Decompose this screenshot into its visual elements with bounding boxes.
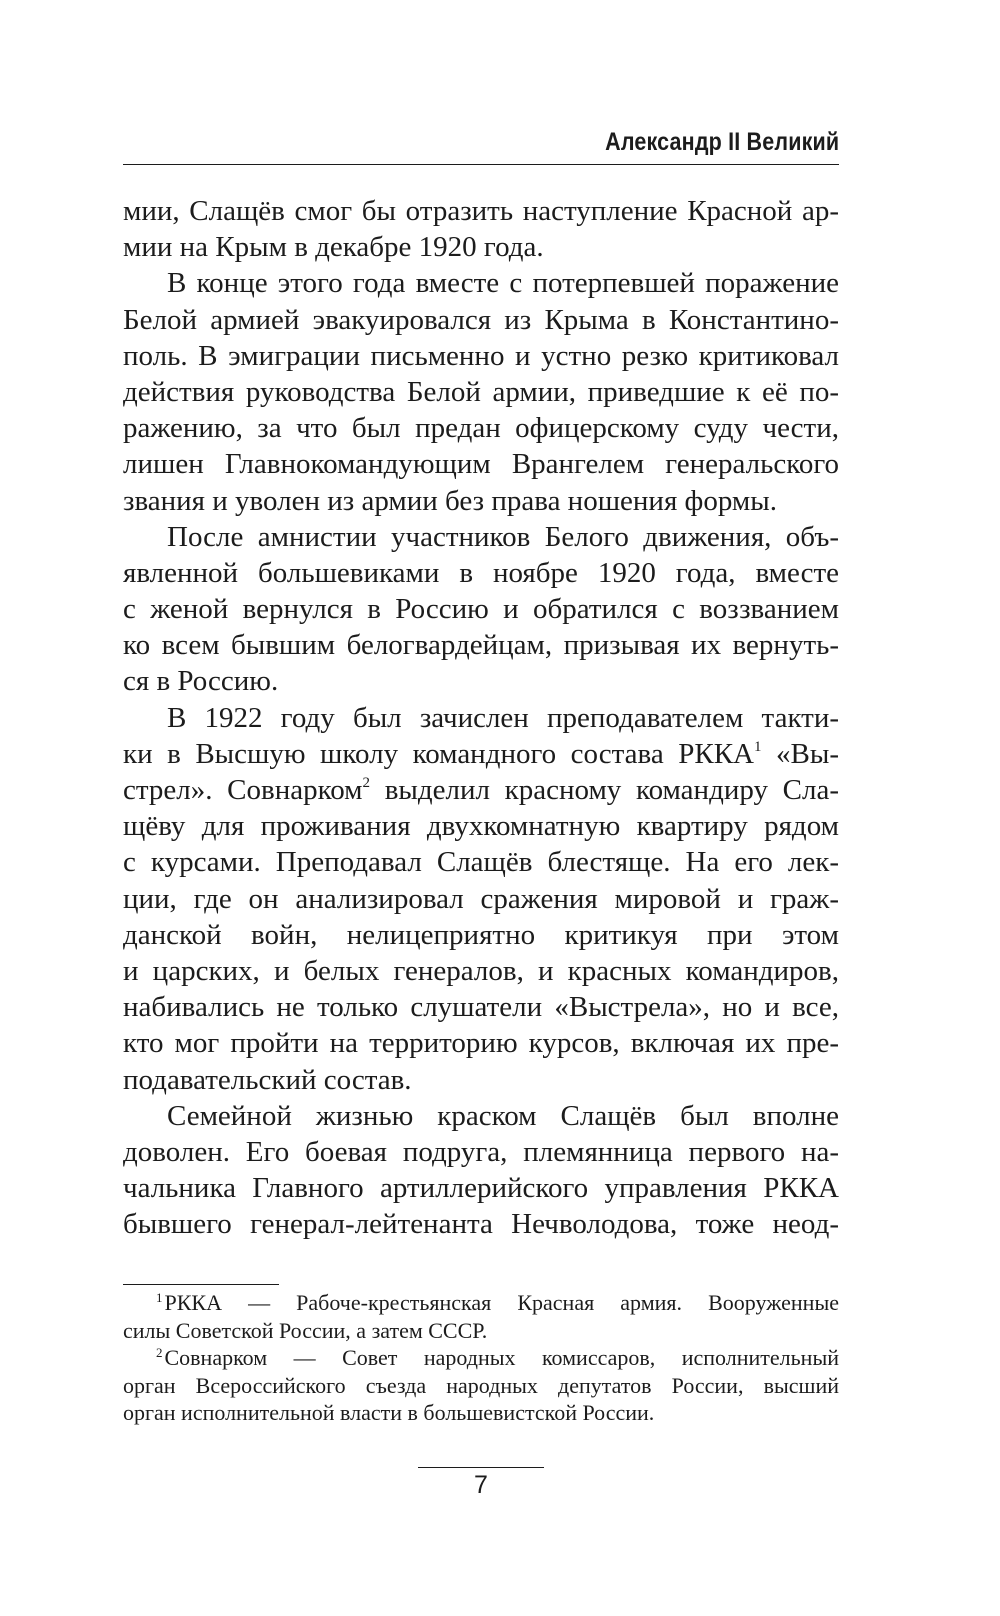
text-line: После амнистии участников Белого движения, объ-: [167, 520, 839, 553]
text-line: [123, 736, 839, 772]
footnote-line: орган исполнительной власти в большевистской России.: [123, 1400, 655, 1426]
text-line: подавательский состав.: [123, 1063, 412, 1096]
text-line: лишен Главнокомандующим Врангелем генеральского: [123, 448, 839, 481]
text-line: ся в Россию.: [123, 665, 279, 698]
text-line: чальника Главного артиллерийского управления РККА: [123, 1172, 839, 1205]
text-line: ко всем бывшим белогвардейцам, призывая их вернуть-: [123, 629, 839, 662]
footnote-marker: 2: [156, 1345, 163, 1361]
text-line: поль. В эмиграции письменно и устно резко критиковал: [123, 339, 839, 372]
footnote-text: Совнарком — Совет народных комиссаров, исполнительный: [164, 1345, 839, 1371]
page-number: 7: [474, 1471, 488, 1499]
text-fragment: стрел». Совнарком: [123, 774, 363, 806]
text-line: доволен. Его боевая подруга, племянница первого на-: [123, 1135, 839, 1168]
text-line: данской войн, нелицеприятно критикуя при этом: [123, 918, 839, 951]
text-line: с курсами. Преподавал Слащёв блестяще. На его лек-: [123, 846, 839, 879]
text-line: ражению, за что был предан офицерскому суду чести,: [123, 412, 839, 445]
text-line: мии, Слащёв смог бы отразить наступление Красной ар-: [123, 195, 839, 227]
text-line: В 1922 году был зачислен преподавателем такти-: [167, 701, 839, 734]
text-line: В конце этого года вместе с потерпевшей поражение: [167, 267, 839, 300]
text-line: бывшего генерал-лейтенанта Нечволодова, тоже неод-: [123, 1208, 839, 1241]
footnote-line: орган Всероссийского съезда народных депутатов России, высший: [123, 1372, 839, 1398]
footnote-ref-2: 2: [362, 775, 371, 791]
text-line: явленной большевиками в ноябре 1920 года, вместе: [123, 556, 839, 589]
footnote-ref-1: 1: [754, 738, 762, 755]
page-number-rule: [418, 1467, 544, 1468]
header-rule: [123, 164, 839, 165]
footnote-2: [123, 1344, 839, 1372]
text-line: звания и уволен из армии без права ношения формы.: [123, 484, 777, 517]
text-line: с женой вернулся в Россию и обратился с воззванием: [123, 593, 839, 626]
footnote-text: РККА — Рабоче-крестьянская Красная армия. Вооруженные: [164, 1290, 839, 1315]
footnote-1: [123, 1289, 839, 1317]
text-line: Белой армией эвакуировался из Крыма в Константино-: [123, 303, 839, 336]
text-line: набивались не только слушатели «Выстрела», но и все,: [123, 991, 839, 1024]
text-fragment: «Вы-: [761, 737, 839, 770]
text-line: [123, 772, 839, 808]
text-line: ции, где он анализировал сражения мировой и граж-: [123, 882, 839, 915]
text-line: и царских, и белых генералов, и красных командиров,: [123, 954, 839, 987]
text-fragment: ки в Высшую школу командного состава РККА: [123, 737, 754, 770]
text-line: Семейной жизнью краском Слащёв был вполне: [167, 1099, 839, 1132]
footnote-line: силы Советской России, а затем СССР.: [123, 1317, 488, 1343]
footnote-separator: [123, 1284, 279, 1285]
footnotes: [123, 1289, 839, 1427]
body-text: [123, 193, 839, 1242]
text-fragment: выделил красному командиру Сла-: [370, 774, 839, 806]
text-line: кто мог пройти на территорию курсов, включая их пре-: [123, 1027, 839, 1060]
text-line: щёву для проживания двухкомнатную квартиру рядом: [123, 810, 839, 843]
text-line: мии на Крым в декабре 1920 года.: [123, 231, 544, 264]
footnote-marker: 1: [156, 1290, 163, 1305]
text-line: действия руководства Белой армии, приведшие к её по-: [123, 375, 839, 408]
running-header-title: Александр II Великий: [604, 128, 839, 156]
